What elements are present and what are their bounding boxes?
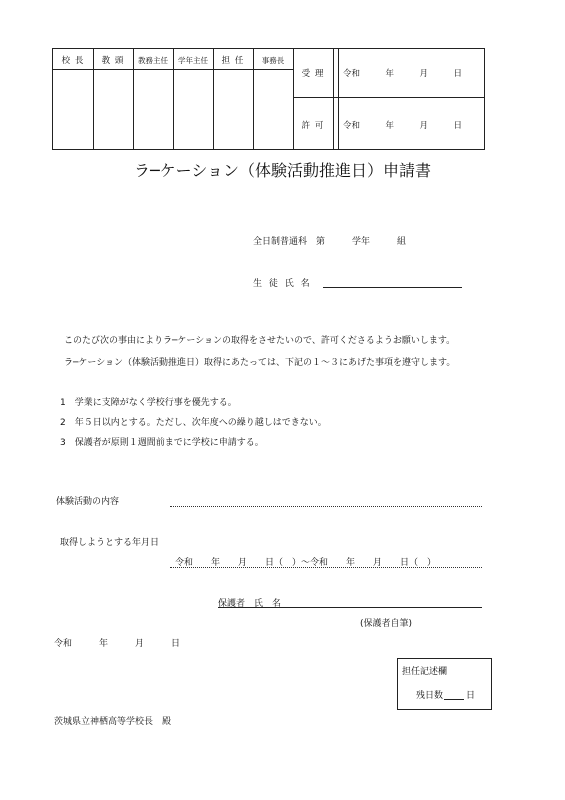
rule-item: 3 保護者が原則１週間前までに学校に申請する。 bbox=[60, 438, 264, 448]
student-name-label: 生 徒 氏 名 bbox=[253, 279, 312, 289]
remaining-days-line[interactable] bbox=[444, 699, 464, 700]
header-principal: 校 長 bbox=[61, 56, 85, 66]
receipt-date: 令和 年 月 日 bbox=[343, 69, 463, 79]
period-label: 取得しようとする年月日 bbox=[60, 538, 160, 548]
student-name-line[interactable] bbox=[323, 287, 462, 288]
header-academic-director: 教務主任 bbox=[138, 56, 168, 65]
permit-label: 許 可 bbox=[301, 121, 325, 131]
addressee: 茨城県立神栖高等学校長 殿 bbox=[54, 717, 172, 727]
intro-line-2: ラ─ケーション（体験活動推進日）取得にあたっては、下記の１～３にあげた事項を遵守します。 bbox=[64, 358, 456, 368]
permit-date: 令和 年 月 日 bbox=[343, 121, 463, 131]
remaining-days-unit: 日 bbox=[466, 691, 476, 701]
guardian-name-label: 保護者 氏 名 bbox=[218, 599, 282, 609]
receipt-label: 受 理 bbox=[301, 69, 325, 79]
class-line: 全日制普通科 第 学年 組 bbox=[253, 237, 407, 247]
header-office-manager: 事務長 bbox=[261, 56, 285, 65]
page-title: ラ─ケーション（体験活動推進日）申請書 bbox=[134, 161, 431, 180]
rule-item: 2 年５日以内とする。ただし、次年度への繰り越しはできない。 bbox=[60, 418, 327, 428]
teacher-entry-box bbox=[397, 658, 492, 710]
rule-item: 1 学業に支障がなく学校行事を優先する。 bbox=[60, 398, 237, 408]
period-line[interactable] bbox=[170, 567, 482, 568]
header-grade-director: 学年主任 bbox=[178, 56, 208, 65]
approval-table bbox=[52, 48, 485, 150]
remaining-days-label: 残日数 bbox=[416, 691, 444, 701]
header-homeroom-teacher: 担 任 bbox=[221, 56, 245, 66]
guardian-name-line[interactable] bbox=[218, 607, 482, 608]
period-text: 令和 年 月 日（ ）～令和 年 月 日（ ） bbox=[175, 558, 437, 568]
header-vice-principal: 教 頭 bbox=[101, 56, 125, 66]
activity-line[interactable] bbox=[170, 506, 482, 507]
teacher-box-title: 担任記述欄 bbox=[402, 667, 448, 677]
activity-label: 体験活動の内容 bbox=[56, 497, 120, 507]
application-date: 令和 年 月 日 bbox=[54, 639, 181, 649]
guardian-note: (保護者自筆) bbox=[360, 619, 413, 629]
intro-line-1: このたび次の事由によりラ─ケーションの取得をさせたいので、許可くださるようお願いします。 bbox=[64, 336, 456, 346]
